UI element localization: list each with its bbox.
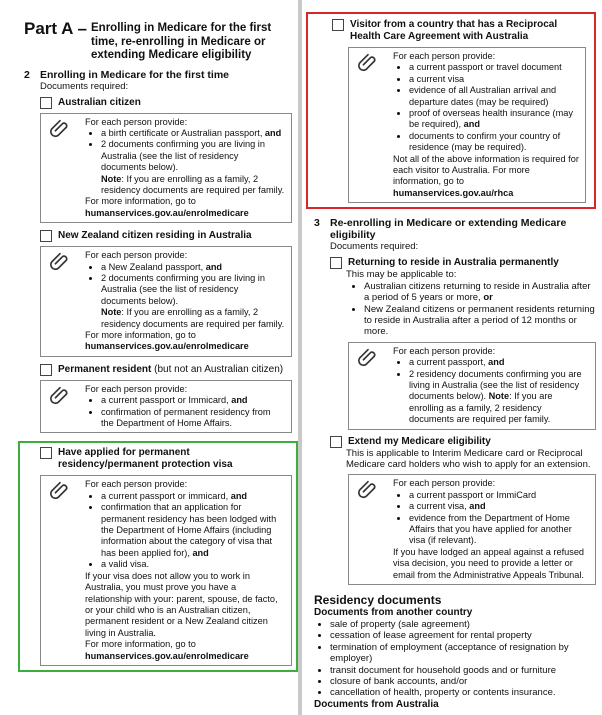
intro-text: For each person provide: [393,51,496,61]
option-label: Have applied for permanent residency/permanent protection visa [58,447,233,471]
documents-required-label: Documents required: [40,80,129,92]
list-item: • 2 residency documents confirming you are living in Australia (see the list of residency documents below). Note: If you are enrolling as a family, 2 residency documents are required per family. [409,369,589,426]
option-applied-pr [40,447,292,471]
note: Note: If you are enrolling as a family, 2 residency documents are required per family. [101,307,285,329]
column-divider [298,0,302,715]
checkbox-nz-citizen[interactable] [40,230,52,242]
highlight-box-green [18,441,298,672]
info-box-nz-citizen [40,246,292,357]
intro-text: For each person provide: [393,478,496,489]
list-item: • evidence of all Australian arrival and departure dates (may be required) [409,85,579,108]
left-column [24,18,292,672]
list-item: • a New Zealand passport, and [101,262,285,273]
list-item: • a current visa [409,74,579,85]
paperclip-icon [49,117,71,139]
requirement-list [85,395,285,429]
more-info-text: For more information, go to [85,330,196,340]
list-item: • a current passport or Immicard, and [101,395,285,406]
checkbox-australian-citizen[interactable] [40,97,52,109]
applicable-list [346,281,596,338]
option-label: Permanent resident (but not an Australian citizen) [58,363,284,375]
visitor-paragraph: Not all of the above information is required for each visitor to Australia. For more information, go to humanservices.gov.au/rhca [393,153,579,198]
enrol-medicare-link[interactable]: humanservices.gov.au/enrolmedicare [85,341,249,352]
requirement-list [85,262,285,308]
list-item: • 2 documents confirming you are living in Australia (see the list of residency documents below). [101,273,285,307]
option-label: Extend my Medicare eligibility [348,435,491,447]
section-number: 2 [24,68,30,81]
list-item: • cessation of lease agreement for rental property [330,630,596,641]
list-item: • closure of bank accounts, and/or [330,676,596,687]
option-visitor [332,19,586,43]
paperclip-icon [357,478,379,500]
list-item: • a current passport, and [409,357,589,368]
option-australian-citizen [40,97,292,109]
paperclip-icon [49,479,71,501]
residency-list [314,619,596,699]
intro-text: For each person provide: [85,250,188,261]
requirement-list [85,491,285,571]
option-label: Returning to reside in Australia permanently [348,257,559,269]
applicable-text: This may be applicable to: [346,269,457,281]
enrol-medicare-link[interactable]: humanservices.gov.au/enrolmedicare [85,650,249,661]
info-box-extend [348,474,596,585]
documents-required-label: Documents required: [330,241,419,253]
paperclip-icon [357,51,379,73]
checkbox-applied-pr[interactable] [40,447,52,459]
intro-text: For each person provide: [85,479,188,490]
requirement-list [393,62,579,153]
list-item: • proof of overseas health insurance (may be required), and [409,108,579,131]
paperclip-icon [49,384,71,406]
info-box-applied-pr [40,475,292,666]
note: Note: If you are enrolling as a family, 2 residency documents are required per family. [101,173,285,195]
option-label: Visitor from a country that has a Reciprocal Health Care Agreement with Australia [350,19,558,42]
list-item: • a birth certificate or Australian passport, and [101,128,285,139]
list-item: • a current passport or travel document [409,62,579,73]
list-item: • New Zealand citizens or permanent residents returning to reside in Australia after a period of 12 months or more. [364,304,596,338]
more-info-text: For more information, go to [85,196,196,207]
list-item: • evidence from the Department of Home Affairs that you have applied for another visa (if relevant). [409,513,589,547]
option-returning [330,257,596,269]
option-permanent-resident [40,364,292,376]
paperclip-icon [49,250,71,272]
info-box-australian-citizen [40,113,292,224]
list-item: • Australian citizens returning to reside in Australia after a period of 5 years or more, or [364,281,596,304]
enrol-medicare-link[interactable]: humanservices.gov.au/enrolmedicare [85,207,249,218]
list-item: • a current passport or immicard, and [101,491,285,502]
requirement-list [85,128,285,174]
section-2-heading [24,69,292,81]
checkbox-visitor[interactable] [332,19,344,31]
option-extend [330,436,596,448]
list-item: • cancellation of health, property or contents insurance. [330,687,596,698]
intro-text: For each person provide: [85,116,188,127]
list-item: • confirmation of permanent residency from the Department of Home Affairs. [101,407,285,430]
section-number: 3 [314,217,320,230]
right-column [314,12,596,711]
paperclip-icon [357,346,379,368]
list-item: • sale of property (sale agreement) [330,619,596,630]
list-item: • 2 documents confirming you are living in Australia (see the list of residency documents below). [101,139,285,173]
residency-subtitle-overseas: Documents from another country [314,607,473,619]
checkbox-returning[interactable] [330,257,342,269]
list-item: • transit document for household goods and or furniture [330,665,596,676]
list-item: • confirmation that an application for permanent residency has been lodged with the Department of Home Affairs (including information about the category of visa that has been applied for), and [101,502,285,559]
residency-title: Residency documents [314,593,442,608]
checkbox-extend[interactable] [330,436,342,448]
option-label: New Zealand citizen residing in Australia [58,230,252,242]
rhca-link[interactable]: humanservices.gov.au/rhca [393,187,514,198]
list-item: • a current passport or ImmiCard [409,490,589,501]
requirement-list [393,357,589,425]
requirement-list [393,490,589,547]
section-3-heading [314,217,596,241]
part-heading [24,18,292,63]
applicability-block [346,269,596,337]
checkbox-permanent-resident[interactable] [40,364,52,376]
highlight-box-red [306,12,596,209]
appeal-paragraph: If you have lodged an appeal against a refused visa decision, you need to provide a letter or email from the Administrative Appeals Tribunal. [393,546,585,580]
info-box-returning [348,342,596,430]
option-nz-citizen [40,230,292,242]
option-label: Australian citizen [58,96,141,108]
list-item: • a valid visa. [101,559,285,570]
section-title: Re-enrolling in Medicare or extending Medicare eligibility [330,217,567,242]
list-item: • documents to confirm your country of residence (may be required). [409,131,579,154]
section-title: Enrolling in Medicare for the first time [40,68,230,81]
visa-paragraph: If your visa does not allow you to work in Australia, you must prove you have a relationship with your: parent, spouse, de facto, or your child who is an Australian citizen, permanent resident or a New Zealand citizen living in Australia. [85,570,278,638]
more-info-text: For more information, go to [85,639,196,650]
part-title: Enrolling in Medicare for the first time, re-enrolling in Medicare or extending Medicare eligibility [91,22,272,61]
intro-text: For each person provide: [85,383,188,394]
list-item: • termination of employment (acceptance of resignation by employer) [330,642,596,665]
intro-text: For each person provide: [393,345,496,356]
part-label: Part A – [24,19,88,38]
residency-subtitle-australia: Documents from Australia [314,698,439,710]
info-box-permanent-resident [40,380,292,434]
info-box-visitor [348,47,586,203]
list-item: • a current visa, and [409,501,589,512]
applicable-text: This is applicable to Interim Medicare card or Reciprocal Medicare card holders who wish to apply for an extension. [346,447,591,470]
